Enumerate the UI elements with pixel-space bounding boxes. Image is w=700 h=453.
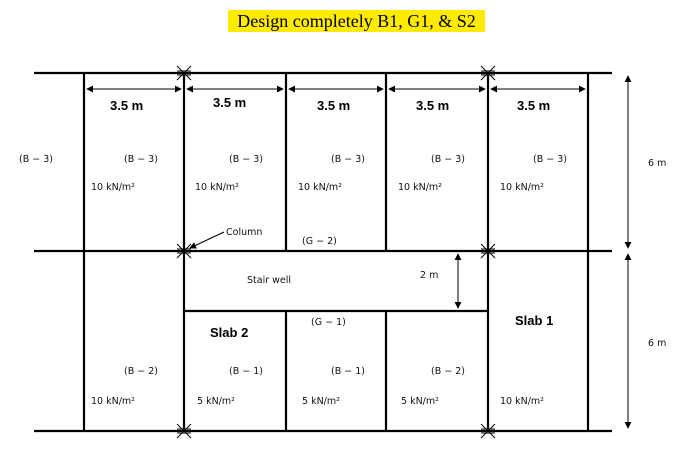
span-label-4: 3.5 m [416, 98, 450, 113]
bottom-load-1: 10 kN/m² [91, 396, 135, 407]
right-dim-label-bottom: 6 m [648, 338, 667, 349]
bottom-load-2: 5 kN/m² [197, 396, 235, 407]
column-label: Column [226, 227, 263, 238]
column-leader [190, 232, 224, 248]
span-label-5: 3.5 m [517, 98, 551, 113]
top-load-4: 10 kN/m² [398, 182, 442, 193]
span-label-2: 3.5 m [213, 95, 247, 110]
top-beam-label-5: (B − 3) [533, 154, 567, 165]
g2-label: (G − 2) [302, 236, 337, 247]
top-load-1: 10 kN/m² [91, 182, 135, 193]
top-beam-label-1: (B − 3) [124, 154, 158, 165]
page-title: Design completely B1, G1, & S2 [228, 10, 485, 32]
bottom-beam-label-2: (B − 1) [229, 366, 263, 377]
span-label-3: 3.5 m [317, 98, 351, 113]
span-label-1: 3.5 m [110, 98, 144, 113]
slab-2-label: Slab 2 [210, 325, 249, 340]
top-load-3: 10 kN/m² [298, 182, 342, 193]
bottom-load-5: 10 kN/m² [500, 396, 544, 407]
right-dim-label-top: 6 m [648, 158, 667, 169]
slab-1-label: Slab 1 [515, 313, 554, 328]
top-load-5: 10 kN/m² [500, 182, 544, 193]
stair-dim-label: 2 m [420, 270, 439, 281]
g1-label: (G − 1) [311, 317, 346, 328]
top-beam-label-2: (B − 3) [229, 154, 263, 165]
top-load-2: 10 kN/m² [195, 182, 239, 193]
top-beam-label-3: (B − 3) [331, 154, 365, 165]
bottom-load-3: 5 kN/m² [302, 396, 340, 407]
outer-beam-label: (B − 3) [19, 154, 53, 165]
bottom-beam-label-1: (B − 2) [124, 366, 158, 377]
top-beam-label-4: (B − 3) [431, 154, 465, 165]
stair-well-label: Stair well [247, 275, 292, 286]
bottom-load-4: 5 kN/m² [401, 396, 439, 407]
bottom-beam-label-3: (B − 1) [331, 366, 365, 377]
bottom-beam-label-4: (B − 2) [431, 366, 465, 377]
